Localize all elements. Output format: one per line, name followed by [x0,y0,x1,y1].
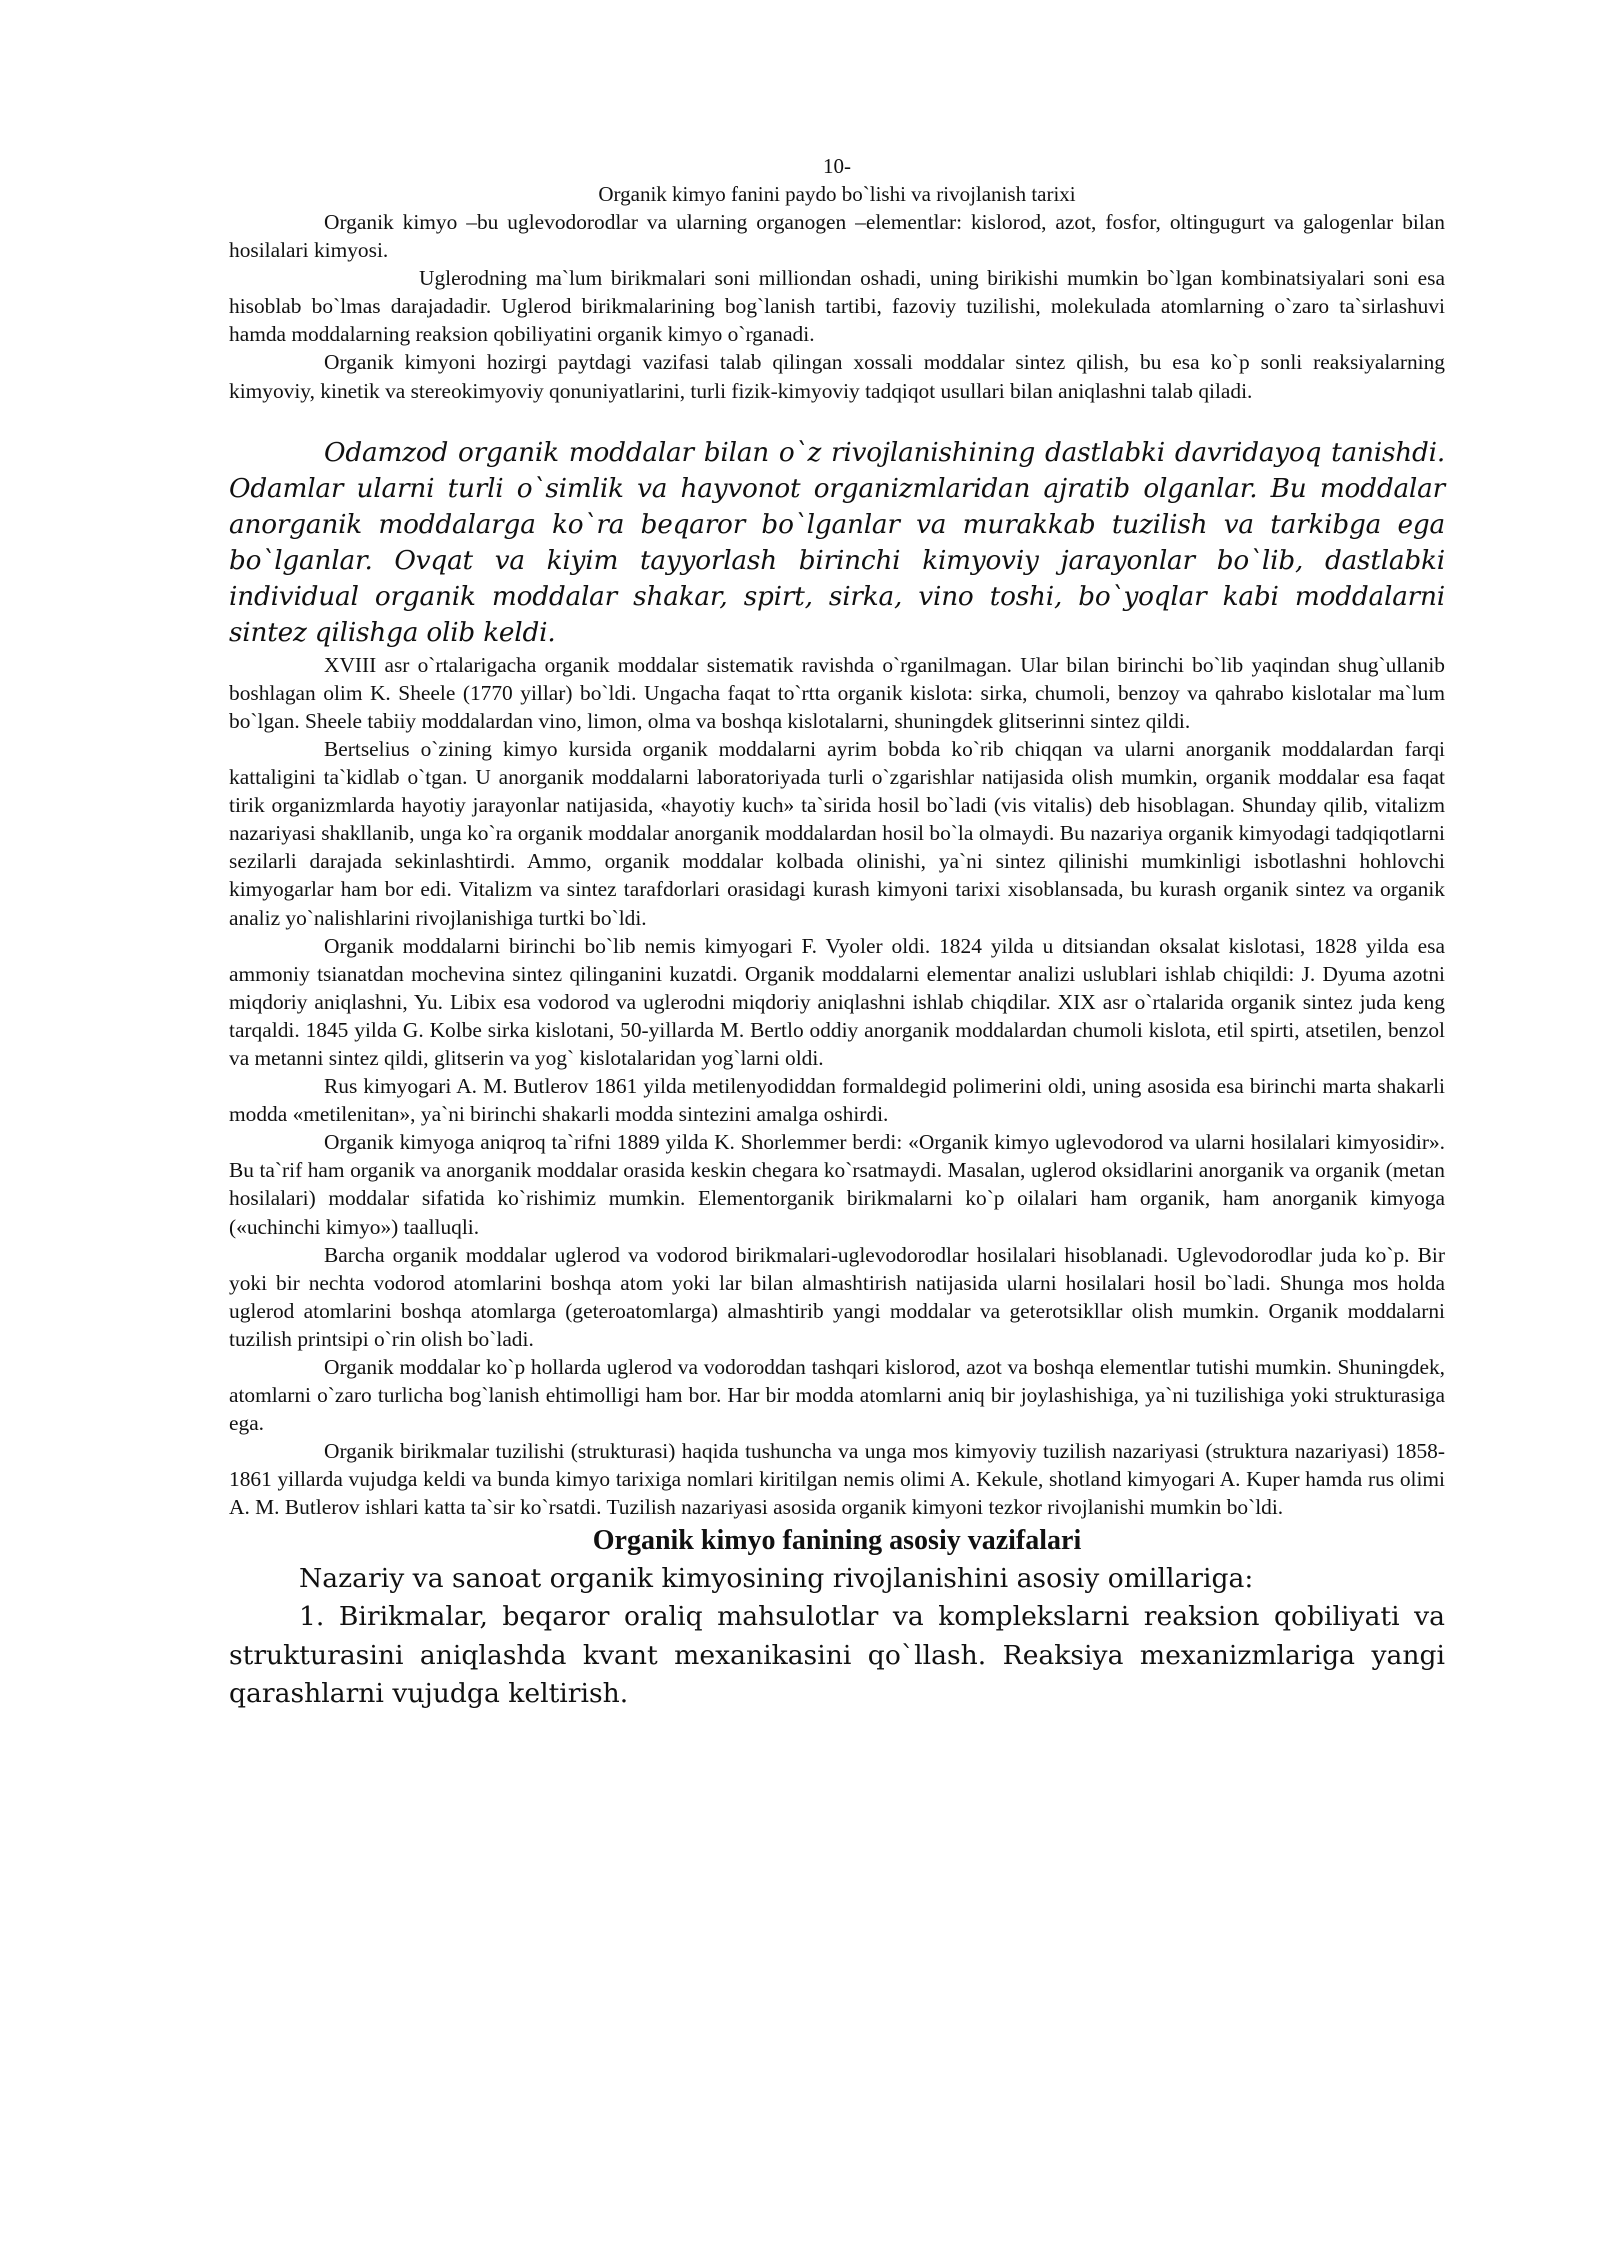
paragraph-carbon-compounds: Uglerodning ma`lum birikmalari soni milliondan oshadi, uning birikishi mumkin bo`lgan kombinatsiyalari soni esa hisoblab bo`lmas darajadadir. Uglerod birikmalarining bog`lanish tartibi, fazoviy tuzilishi, molekulada atomlarning o`zaro ta`sirlashuvi hamda moddalarning reaksion qobiliyatini organik kimyo o`rganadi. [229,266,1445,347]
paragraph-modern-task: Organik kimyoni hozirgi paytdagi vazifasi talab qilingan xossali moddalar sintez qilish, bu esa ko`p sonli reaksiyalarning kimyoviy, kinetik va stereokimyoviy qonuniyatlarini, turli fizik-kimyoviy tadqiqot usullari bilan aniqlashni talab qiladi. [229,350,1445,403]
paragraph-sheele: XVIII asr o`rtalarigacha organik moddalar sistematik ravishda o`rganilmagan. Ular bilan birinchi bo`lib yaqindan shug`ullanib boshlagan olim K. Sheele (1770 yillar) bo`ldi. Ungacha faqat to`rtta organik kislota: sirka, chumoli, benzoy va qahrabo kislotalar ma`lum bo`lgan. Sheele tabiiy moddalardan vino, limon, olma va boshqa kislotalarni, shuningdek glitserinni sintez qildi. [229,652,1445,733]
section-intro: Nazariy va sanoat organik kimyosining rivojlanishini asosiy omillariga: [299,1562,1254,1594]
paragraph-definition: Organik kimyo –bu uglevodorodlar va ularning organogen –elementlar: kislorod, azot, fosfor, oltingugurt va galogenlar bilan hosilalari kimyosi. [229,210,1445,263]
document-title: Organik kimyo fanini paydo bo`lishi va rivojlanish tarixi [598,182,1076,206]
paragraph-bertselius: Bertselius o`zining kimyo kursida organik moddalarni ayrim bobda ko`rib chiqqan va ularni anorganik moddalardan farqi kattaligini ta`kidlab o`tgan. U anorganik moddalarni laboratoriyada turli o`zgarishlar natijasida olish mumkin, organik moddalar esa faqat tirik organizmlarda hayotiy jarayonlar natijasida, «hayotiy kuch» ta`sirida hosil bo`ladi (vis vitalis) deb hisoblagan. Shunday qilib, vitalizm nazariyasi shakllanib, unga ko`ra organik moddalar anorganik moddalardan hosil bo`la olmaydi. Bu nazariya organik kimyodagi tadqiqotlarni sezilarli darajada sekinlashtirdi. Ammo, organik moddalar kolbada olinishi, ya`ni sintez qilinishi mumkinligi isbotlashni hohlovchi kimyogarlar ham bor edi. Vitalizm va sintez tarafdorlari orasidagi kurash kimyoni tarixi xisoblansada, bu kurash organik sintez va organik analiz yo`nalishlarini rivojlanishiga turtki bo`ldi. [229,736,1445,930]
paragraph-vyoler: Organik moddalarni birinchi bo`lib nemis kimyogari F. Vyoler oldi. 1824 yilda u ditsiandan oksalat kislotasi, 1828 yilda esa ammoniy tsianatdan mochevina sintez qilinganini kuzatdi. Organik moddalarni elementar analizi uslublari ishlab chiqildi: J. Dyuma azotni miqdoriy aniqlashni, Yu. Libix esa vodorod va uglerodni miqdoriy aniqlashni ishlab chiqdilar. XIX asr o`rtalarida organik sintez juda keng tarqaldi. 1845 yilda G. Kolbe sirka kislotani, 50-yillarda M. Bertlo oddiy anorganik moddalardan chumoli kislota, etil spirti, atsetilen, benzol va metanni sintez qildi, glitserin va yog` kislotalaridan yog`larni oldi. [229,933,1445,1070]
spacer [229,405,1445,435]
paragraph-structure-theory: Organik birikmalar tuzilishi (strukturasi) haqida tushuncha va unga mos kimyoviy tuzilish nazariyasi (struktura nazariyasi) 1858-1861 yillarda vujudga keldi va bunda kimyo tarixiga nomlari kiritilgan nemis olimi A. Kekule, shotland kimyogari A. Kuper hamda rus olimi A. M. Butlerov ishlari katta ta`sir ko`rsatdi. Tuzilish nazariyasi asosida organik kimyoni tezkor rivojlanishi mumkin bo`ldi. [229,1439,1445,1520]
section-heading: Organik kimyo fanining asosiy vazifalari [592,1524,1082,1556]
paragraph-shorlemmer: Organik kimyoga aniqroq ta`rifni 1889 yilda K. Shorlemmer berdi: «Organik kimyo uglevodorod va ularni hosilalari kimyosidir». Bu ta`rif ham organik va anorganik moddalar orasida keskin chegara ko`rsatmaydi. Masalan, uglerod oksidlarini anorganik va organik (metan hosilalari) moddalar sifatida ko`rishimiz mumkin. Elementorganik birikmalarni ko`p oilalari ham organik, ham anorganik kimyoga («uchinchi kimyo») taalluqli. [229,1130,1445,1239]
page-number: 10- [823,154,851,178]
paragraph-butlerov: Rus kimyogari A. M. Butlerov 1861 yilda metilenyodiddan formaldegid polimerini oldi, uning asosida esa birinchi marta shakarli modda «metilenitan», ya`ni birinchi shakarli modda sintezini amalga oshirdi. [229,1074,1445,1127]
italic-paragraph: Odamzod organik moddalar bilan o`z rivojlanishining dastlabki davridayoq tanishdi. Odamlar ularni turli o`simlik va hayvonot organizmlaridan ajratib olganlar. Bu moddalar anorganik moddalarga ko`ra beqaror bo`lganlar va murakkab tuzilish va tarkibga ega bo`lganlar. Ovqat va kiyim tayyorlash birinchi kimyoviy jarayonlar bo`lib, dastlabki individual organik moddalar shakar, spirt, sirka, vino toshi, bo`yoqlar kabi moddalarni sintez qilishga olib keldi. [229,437,1445,648]
paragraph-hydrocarbons: Barcha organik moddalar uglerod va vodorod birikmalari-uglevodorodlar hosilalari hisoblanadi. Uglevodorodlar juda ko`p. Bir yoki bir nechta vodorod atomlarini boshqa atom yoki lar bilan almashtirish natijasida ularni hosilalari hosil bo`ladi. Shunga mos holda uglerod atomlarini boshqa atomlarga (geteroatomlarga) almashtirib yangi moddalar va geterotsikllar olish mumkin. Organik moddalarni tuzilish printsipi o`rin olish bo`ladi. [229,1242,1445,1351]
section-item-1: 1. Birikmalar, beqaror oraliq mahsulotlar va komplekslarni reaksion qobiliyati va strukturasini aniqlashda kvant mexanikasini qo`llash. Reaksiya mexanizmlariga yangi qarashlarni vujudga keltirish. [229,1601,1445,1710]
document-page [229,152,1445,1714]
paragraph-elements: Organik moddalar ko`p hollarda uglerod va vodoroddan tashqari kislorod, azot va boshqa elementlar tutishi mumkin. Shuningdek, atomlarni o`zaro turlicha bog`lanish ehtimolligi ham bor. Har bir modda atomlarni aniq bir joylashishiga, ya`ni tuzilishiga yoki strukturasiga ega. [229,1355,1445,1436]
